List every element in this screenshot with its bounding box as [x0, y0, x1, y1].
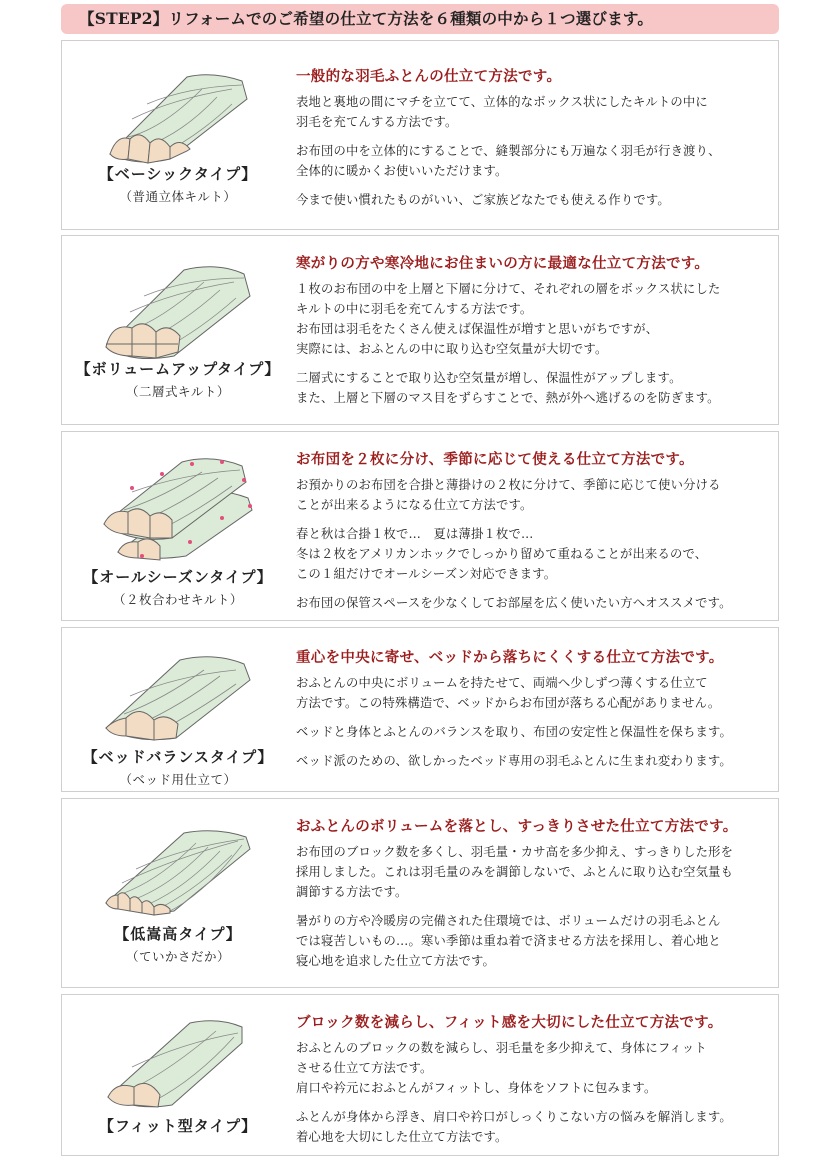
type-subname: （二層式キルト）: [126, 384, 230, 399]
type-description: [296, 65, 778, 219]
type-name: 【ベッドバランスタイプ】: [82, 748, 274, 766]
card-basic: [61, 40, 779, 230]
description-paragraph: [296, 524, 778, 584]
description-paragraph: [296, 911, 778, 971]
description-line: 肩口や衿元におふとんがフィットし、身体をソフトに包みます。: [296, 1081, 657, 1095]
volume-up-futon-illustration: [92, 252, 272, 367]
description-line: 着心地を大切にした仕立て方法です。: [296, 1130, 508, 1144]
basic-futon-illustration: [92, 59, 272, 169]
description-line: ベッドと身体とふとんのバランスを取り、布団の安定性と保温性を保ちます。: [296, 725, 733, 739]
description-paragraph: [296, 1107, 778, 1147]
description-line: 調節する方法です。: [296, 885, 408, 899]
description-line: また、上層と下層のマス目をずらすことで、熱が外へ逃げるのを防ぎます。: [296, 391, 720, 405]
description-paragraph: [296, 141, 778, 181]
description-line: 暑がりの方や冷暖房の完備された住環境では、ボリュームだけの羽毛ふとん: [296, 914, 721, 928]
description-line: おふとんの中央にボリュームを持たせて、両端へ少しずつ薄くする仕立て: [296, 676, 708, 690]
type-headline: ブロック数を減らし、フィット感を大切にした仕立て方法です。: [296, 1014, 723, 1031]
type-name: 【ボリュームアップタイプ】: [75, 360, 281, 378]
card-volume-up: [61, 235, 779, 425]
description-paragraph: [296, 1038, 778, 1098]
type-subname: （ていかさだか）: [125, 949, 230, 964]
type-headline: 寒がりの方や寒冷地にお住まいの方に最適な仕立て方法です。: [296, 255, 710, 272]
type-description: [296, 448, 778, 622]
description-paragraph: [296, 368, 778, 408]
description-paragraph: [296, 279, 778, 359]
description-line: 春と秋は合掛１枚で… 夏は薄掛１枚で…: [296, 527, 534, 541]
description-line: 方法です。この特殊構造で、ベッドからお布団が落ちる心配がありません。: [296, 696, 721, 710]
all-season-futon-illustration: [92, 446, 272, 561]
type-headline: おふとんのボリュームを落とし、すっきりさせた仕立て方法です。: [296, 818, 738, 835]
description-line: 今まで使い慣れたものがいい、ご家族どなたでも使える作りです。: [296, 193, 670, 207]
description-line: 採用しました。これは羽毛量のみを調節しないで、ふとんに取り込む空気量も: [296, 865, 734, 879]
type-headline: 重心を中央に寄せ、ベッドから落ちにくくする仕立て方法です。: [296, 649, 724, 666]
card-low-loft: [61, 798, 779, 988]
type-description: [296, 646, 778, 780]
description-line: この１組だけでオールシーズン対応できます。: [296, 567, 557, 581]
description-line: させる仕立て方法です。: [296, 1061, 433, 1075]
description-line: おふとんのブロックの数を減らし、羽毛量を多少抑えて、身体にフィット: [296, 1041, 707, 1055]
card-all-season: [61, 431, 779, 621]
description-paragraph: [296, 593, 778, 613]
description-line: お預かりのお布団を合掛と薄掛けの２枚に分けて、季節に応じて使い分ける: [296, 478, 721, 492]
description-line: お布団のブロック数を多くし、羽毛量・カサ高を多少抑え、すっきりした形を: [296, 845, 734, 859]
description-paragraph: [296, 751, 778, 771]
type-description: [296, 1011, 778, 1156]
description-line: 実際には、おふとんの中に取り込む空気量が大切です。: [296, 342, 608, 356]
low-loft-futon-illustration: [92, 823, 272, 923]
description-line: 冬は２枚をアメリカンホックでしっかり留めて重ねることが出来るので、: [296, 547, 708, 561]
type-name: 【オールシーズンタイプ】: [83, 568, 273, 586]
description-line: お布団の保管スペースを少なくしてお部屋を広く使いたい方へオススメです。: [296, 596, 732, 610]
description-line: お布団の中を立体的にすることで、縫製部分にも万遍なく羽毛が行き渡り、: [296, 144, 721, 158]
step-header: 【STEP2】リフォームでのご希望の仕立て方法を６種類の中から１つ選びます。: [61, 4, 779, 34]
description-line: 羽毛を充てんする方法です。: [296, 115, 458, 129]
card-bed-balance: [61, 627, 779, 792]
description-line: では寝苦しいもの…。寒い季節は重ね着で済ませる方法を採用し、着心地と: [296, 934, 721, 948]
description-paragraph: [296, 190, 778, 210]
description-line: １枚のお布団の中を上層と下層に分けて、それぞれの層をボックス状にした: [296, 282, 721, 296]
description-line: ベッド派のための、欲しかったベッド専用の羽毛ふとんに生まれ変わります。: [296, 754, 732, 768]
description-paragraph: [296, 722, 778, 742]
description-line: お布団は羽毛をたくさん使えば保温性が増すと思いがちですが、: [296, 322, 659, 336]
description-line: ことが出来るようになる仕立て方法です。: [296, 498, 533, 512]
description-line: キルトの中に羽毛を充てんする方法です。: [296, 302, 533, 316]
description-line: 表地と裏地の間にマチを立てて、立体的なボックス状にしたキルトの中に: [296, 95, 708, 109]
type-headline: お布団を２枚に分け、季節に応じて使える仕立て方法です。: [296, 451, 694, 468]
type-subname: （ベッド用仕立て）: [119, 772, 237, 787]
type-headline: 一般的な羽毛ふとんの仕立て方法です。: [296, 68, 562, 85]
type-description: [296, 252, 778, 417]
description-line: 二層式にすることで取り込む空気量が増し、保温性がアップします。: [296, 371, 682, 385]
description-paragraph: [296, 673, 778, 713]
description-line: 寝心地を追求した仕立て方法です。: [296, 954, 495, 968]
type-description: [296, 815, 778, 980]
card-fit-type: [61, 994, 779, 1156]
type-name: 【低嵩高タイプ】: [114, 925, 242, 943]
bed-balance-futon-illustration: [92, 644, 272, 744]
fit-type-futon-illustration: [92, 1009, 272, 1109]
description-paragraph: [296, 475, 778, 515]
type-subname: （２枚合わせキルト）: [113, 592, 243, 607]
description-paragraph: [296, 92, 778, 132]
type-subname: （普通立体キルト）: [119, 189, 237, 204]
type-name: 【ベーシックタイプ】: [98, 165, 258, 183]
description-paragraph: [296, 842, 778, 902]
type-name: 【フィット型タイプ】: [98, 1117, 258, 1135]
description-line: 全体的に暖かくお使いいただけます。: [296, 164, 508, 178]
description-line: ふとんが身体から浮き、肩口や衿口がしっくりこない方の悩みを解消します。: [296, 1110, 732, 1124]
